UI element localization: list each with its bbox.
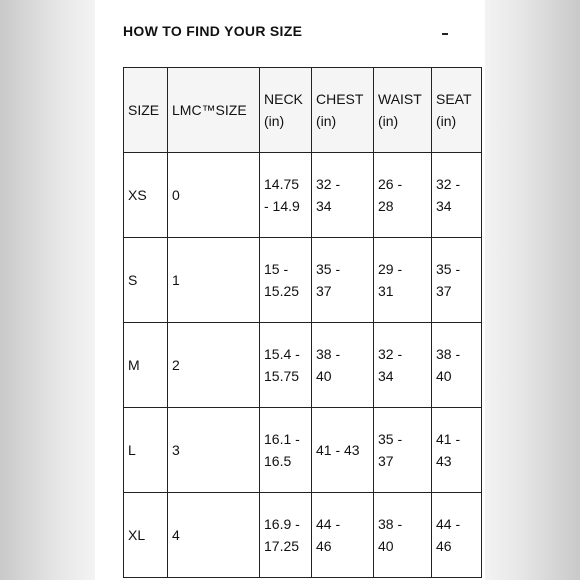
cell-line: 32 - (316, 176, 341, 192)
cell-line: 15 - (264, 261, 289, 277)
table-row (124, 493, 482, 578)
cell-line: 15.25 (264, 283, 300, 299)
cell-line: 26 - (378, 176, 403, 192)
cell-line: 16.1 - (264, 431, 300, 447)
cell-chest (312, 238, 374, 323)
cell-line: 46 (436, 538, 452, 554)
column-header-label: LMC™SIZE (172, 102, 247, 118)
cell-chest (312, 408, 374, 493)
column-header-waist (374, 68, 432, 153)
cell-line: 40 (436, 368, 452, 384)
size-guide-header[interactable] (123, 22, 458, 40)
cell-chest (312, 323, 374, 408)
cell-size: XL (124, 493, 168, 578)
cell-line: 31 (378, 283, 394, 299)
table-header-row (124, 68, 482, 153)
cell-line: 14.75 (264, 176, 300, 192)
cell-neck (260, 493, 312, 578)
table-row (124, 408, 482, 493)
column-header-seat (432, 68, 482, 153)
cell-line: 35 - (316, 261, 341, 277)
cell-neck (260, 408, 312, 493)
cell-size: M (124, 323, 168, 408)
cell-line: 34 (436, 198, 452, 214)
cell-waist (374, 408, 432, 493)
cell-size: L (124, 408, 168, 493)
cell-neck (260, 238, 312, 323)
cell-line: 40 (316, 368, 332, 384)
cell-line: 15.4 - (264, 346, 300, 362)
cell-line: 28 (378, 198, 394, 214)
cell-line: 32 - (378, 346, 403, 362)
column-header-label: WAIST (378, 91, 422, 107)
cell-seat (432, 323, 482, 408)
cell-chest (312, 153, 374, 238)
cell-line: 16.9 - (264, 516, 300, 532)
cell-line: 29 - (378, 261, 403, 277)
cell-line: 44 - (436, 516, 461, 532)
cell-lmc-size: 2 (168, 323, 260, 408)
cell-seat (432, 493, 482, 578)
cell-line: 17.25 (264, 538, 300, 554)
cell-lmc-size: 3 (168, 408, 260, 493)
cell-line: - 14.9 (264, 198, 300, 214)
cell-line: 41 - 43 (316, 442, 360, 458)
cell-line: 40 (378, 538, 394, 554)
column-header-unit: (in) (436, 113, 457, 129)
column-header-unit: (in) (378, 113, 399, 129)
cell-waist (374, 238, 432, 323)
cell-line: 32 - (436, 176, 461, 192)
cell-line: 16.5 (264, 453, 292, 469)
table-row (124, 323, 482, 408)
cell-neck (260, 153, 312, 238)
cell-line: 38 - (378, 516, 403, 532)
cell-size: XS (124, 153, 168, 238)
cell-line: 38 - (436, 346, 461, 362)
table-row (124, 238, 482, 323)
size-guide-panel (95, 0, 485, 580)
cell-line: 46 (316, 538, 332, 554)
cell-neck (260, 323, 312, 408)
cell-lmc-size: 1 (168, 238, 260, 323)
column-header-size (124, 68, 168, 153)
column-header-label: CHEST (316, 91, 364, 107)
column-header-unit: (in) (316, 113, 337, 129)
cell-line: 37 (316, 283, 332, 299)
size-guide-title: HOW TO FIND YOUR SIZE (123, 23, 303, 39)
cell-seat (432, 153, 482, 238)
minus-icon[interactable] (442, 33, 448, 35)
cell-seat (432, 408, 482, 493)
size-chart-table (123, 67, 482, 578)
column-header-label: NECK (264, 91, 303, 107)
cell-line: 34 (378, 368, 394, 384)
cell-lmc-size: 0 (168, 153, 260, 238)
column-header-unit: (in) (264, 113, 285, 129)
cell-chest (312, 493, 374, 578)
cell-line: 37 (436, 283, 452, 299)
cell-line: 37 (378, 453, 394, 469)
cell-waist (374, 323, 432, 408)
column-header-label: SIZE (128, 102, 160, 118)
table-row (124, 153, 482, 238)
cell-line: 38 - (316, 346, 341, 362)
column-header-chest (312, 68, 374, 153)
cell-waist (374, 493, 432, 578)
cell-line: 44 - (316, 516, 341, 532)
cell-waist (374, 153, 432, 238)
cell-lmc-size: 4 (168, 493, 260, 578)
cell-line: 41 - (436, 431, 461, 447)
cell-size: S (124, 238, 168, 323)
column-header-lmc-size (168, 68, 260, 153)
cell-line: 43 (436, 453, 452, 469)
cell-line: 35 - (436, 261, 461, 277)
cell-line: 34 (316, 198, 332, 214)
cell-seat (432, 238, 482, 323)
column-header-label: SEAT (436, 91, 472, 107)
cell-line: 35 - (378, 431, 403, 447)
cell-line: 15.75 (264, 368, 300, 384)
column-header-neck (260, 68, 312, 153)
